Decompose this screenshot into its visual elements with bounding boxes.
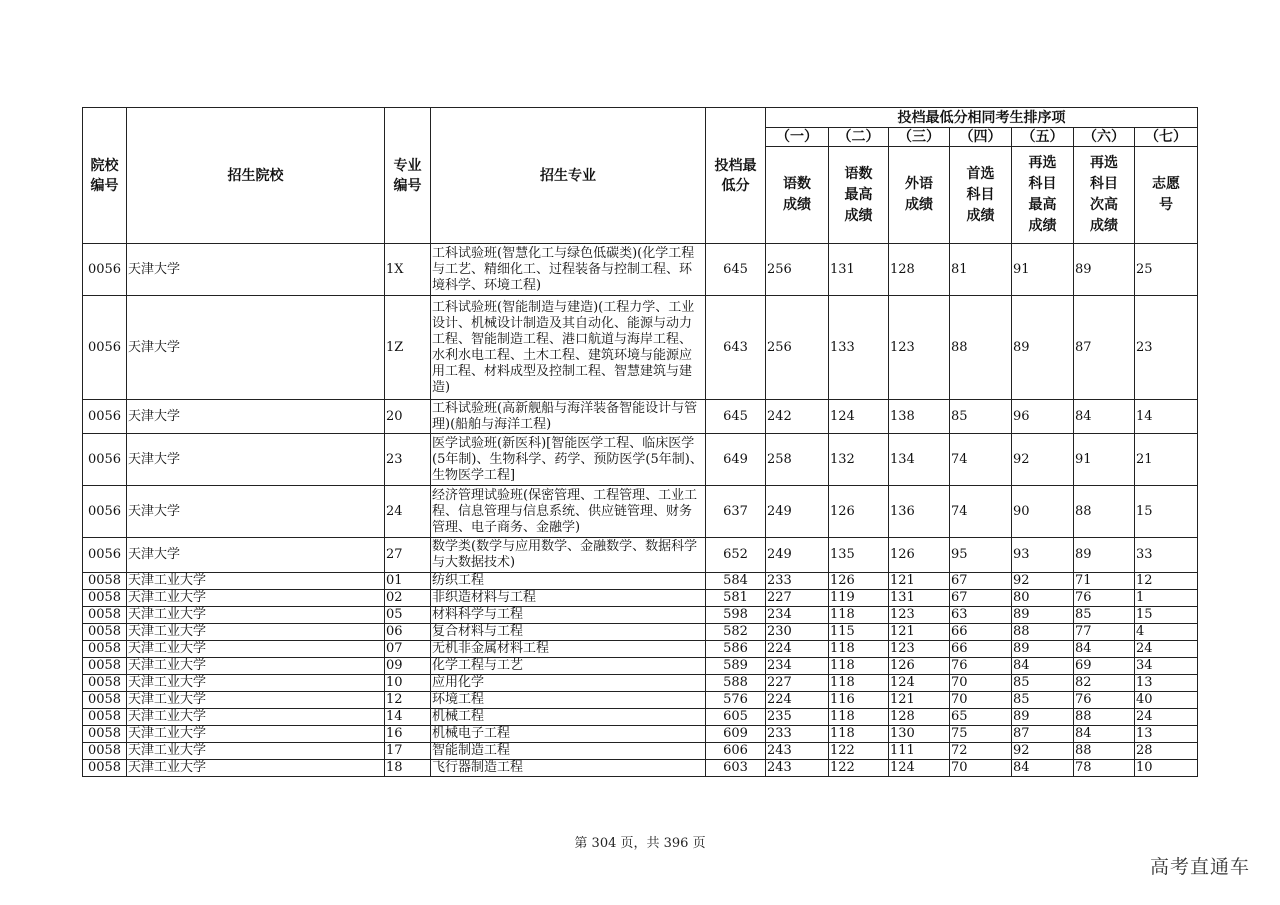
score-6-cell: 76: [1074, 692, 1135, 709]
header-major-code: 专业编号: [385, 108, 431, 244]
score-4-cell: 74: [950, 434, 1012, 486]
score-4-cell: 76: [950, 658, 1012, 675]
school-code-cell: 0056: [83, 296, 127, 400]
major-name-cell: 无机非金属材料工程: [431, 641, 706, 658]
header-min-score: 投档最低分: [706, 108, 766, 244]
watermark-text: 高考直通车: [1149, 856, 1250, 878]
min-score-cell: 605: [706, 709, 766, 726]
school-code-cell: 0058: [83, 573, 127, 590]
min-score-cell: 586: [706, 641, 766, 658]
header-tiebreak-label: 再选科目次高成绩: [1074, 147, 1135, 244]
score-3-cell: 126: [889, 538, 950, 573]
score-2-cell: 119: [829, 590, 889, 607]
table-row: [83, 726, 1198, 743]
major-code-cell: 06: [385, 624, 431, 641]
header-tiebreak-number: （一）: [766, 128, 829, 147]
score-2-cell: 131: [829, 244, 889, 296]
major-code-cell: 05: [385, 607, 431, 624]
score-6-cell: 88: [1074, 743, 1135, 760]
school-code-cell: 0058: [83, 709, 127, 726]
score-2-cell: 115: [829, 624, 889, 641]
major-code-cell: 1Z: [385, 296, 431, 400]
score-7-cell: 25: [1135, 244, 1198, 296]
header-tiebreak-label: 语数成绩: [766, 147, 829, 244]
score-4-cell: 66: [950, 641, 1012, 658]
score-3-cell: 124: [889, 760, 950, 777]
score-5-cell: 80: [1012, 590, 1074, 607]
score-1-cell: 256: [766, 244, 829, 296]
score-2-cell: 116: [829, 692, 889, 709]
score-4-cell: 70: [950, 760, 1012, 777]
score-3-cell: 130: [889, 726, 950, 743]
major-name-cell: 复合材料与工程: [431, 624, 706, 641]
score-4-cell: 70: [950, 692, 1012, 709]
score-3-cell: 123: [889, 641, 950, 658]
min-score-cell: 652: [706, 538, 766, 573]
score-3-cell: 136: [889, 486, 950, 538]
major-name-cell: 工科试验班(智能制造与建造)(工程力学、工业设计、机械设计制造及其自动化、能源与动力工程、智能制造工程、港口航道与海岸工程、水利水电工程、土木工程、建筑环境与能源应用工程、材料成型及控制工程、智慧建筑与建造): [431, 296, 706, 400]
score-2-cell: 126: [829, 486, 889, 538]
min-score-cell: 584: [706, 573, 766, 590]
min-score-cell: 588: [706, 675, 766, 692]
score-5-cell: 89: [1012, 607, 1074, 624]
score-4-cell: 95: [950, 538, 1012, 573]
table-row: [83, 434, 1198, 486]
min-score-cell: 637: [706, 486, 766, 538]
score-3-cell: 126: [889, 658, 950, 675]
score-6-cell: 88: [1074, 709, 1135, 726]
score-7-cell: 24: [1135, 641, 1198, 658]
score-5-cell: 85: [1012, 692, 1074, 709]
major-name-cell: 工科试验班(高新舰船与海洋装备智能设计与管理)(船舶与海洋工程): [431, 400, 706, 434]
school-name-cell: 天津工业大学: [127, 692, 385, 709]
table-row: [83, 624, 1198, 641]
score-6-cell: 88: [1074, 486, 1135, 538]
score-5-cell: 91: [1012, 244, 1074, 296]
school-code-cell: 0056: [83, 400, 127, 434]
school-name-cell: 天津工业大学: [127, 675, 385, 692]
table-row: [83, 400, 1198, 434]
score-7-cell: 12: [1135, 573, 1198, 590]
score-4-cell: 66: [950, 624, 1012, 641]
score-2-cell: 118: [829, 658, 889, 675]
score-7-cell: 15: [1135, 607, 1198, 624]
score-1-cell: 227: [766, 675, 829, 692]
page-number: 第 304 页，共 396 页: [574, 836, 706, 851]
score-6-cell: 84: [1074, 400, 1135, 434]
major-code-cell: 07: [385, 641, 431, 658]
school-code-cell: 0056: [83, 486, 127, 538]
score-1-cell: 258: [766, 434, 829, 486]
major-code-cell: 01: [385, 573, 431, 590]
table-row: [83, 709, 1198, 726]
score-2-cell: 132: [829, 434, 889, 486]
score-1-cell: 243: [766, 743, 829, 760]
score-6-cell: 87: [1074, 296, 1135, 400]
admission-score-table: [82, 107, 1198, 777]
score-6-cell: 89: [1074, 538, 1135, 573]
school-name-cell: 天津大学: [127, 486, 385, 538]
table-row: [83, 658, 1198, 675]
score-2-cell: 118: [829, 641, 889, 658]
major-code-cell: 16: [385, 726, 431, 743]
score-5-cell: 96: [1012, 400, 1074, 434]
major-name-cell: 机械电子工程: [431, 726, 706, 743]
major-name-cell: 医学试验班(新医科)[智能医学工程、临床医学(5年制)、生物科学、药学、预防医学(5年制)、生物医学工程]: [431, 434, 706, 486]
score-2-cell: 135: [829, 538, 889, 573]
major-name-cell: 环境工程: [431, 692, 706, 709]
score-5-cell: 88: [1012, 624, 1074, 641]
school-code-cell: 0056: [83, 244, 127, 296]
score-7-cell: 24: [1135, 709, 1198, 726]
school-code-cell: 0058: [83, 675, 127, 692]
score-1-cell: 227: [766, 590, 829, 607]
major-code-cell: 18: [385, 760, 431, 777]
score-2-cell: 118: [829, 675, 889, 692]
major-code-cell: 10: [385, 675, 431, 692]
major-code-cell: 02: [385, 590, 431, 607]
school-name-cell: 天津工业大学: [127, 743, 385, 760]
score-5-cell: 85: [1012, 675, 1074, 692]
school-code-cell: 0056: [83, 434, 127, 486]
score-7-cell: 15: [1135, 486, 1198, 538]
score-4-cell: 63: [950, 607, 1012, 624]
score-1-cell: 224: [766, 692, 829, 709]
score-3-cell: 128: [889, 244, 950, 296]
score-6-cell: 77: [1074, 624, 1135, 641]
major-code-cell: 1X: [385, 244, 431, 296]
score-6-cell: 85: [1074, 607, 1135, 624]
score-1-cell: 249: [766, 538, 829, 573]
table-row: [83, 641, 1198, 658]
score-7-cell: 34: [1135, 658, 1198, 675]
header-tiebreak-label: 志愿号: [1135, 147, 1198, 244]
min-score-cell: 645: [706, 244, 766, 296]
table-row: [83, 486, 1198, 538]
score-1-cell: 224: [766, 641, 829, 658]
score-6-cell: 89: [1074, 244, 1135, 296]
school-name-cell: 天津大学: [127, 296, 385, 400]
school-name-cell: 天津工业大学: [127, 641, 385, 658]
school-name-cell: 天津工业大学: [127, 573, 385, 590]
score-7-cell: 33: [1135, 538, 1198, 573]
score-3-cell: 111: [889, 743, 950, 760]
score-3-cell: 128: [889, 709, 950, 726]
score-1-cell: 230: [766, 624, 829, 641]
score-3-cell: 138: [889, 400, 950, 434]
major-code-cell: 09: [385, 658, 431, 675]
school-code-cell: 0058: [83, 743, 127, 760]
school-code-cell: 0058: [83, 590, 127, 607]
school-code-cell: 0058: [83, 624, 127, 641]
score-5-cell: 93: [1012, 538, 1074, 573]
school-name-cell: 天津大学: [127, 538, 385, 573]
min-score-cell: 598: [706, 607, 766, 624]
score-7-cell: 13: [1135, 675, 1198, 692]
table-row: [83, 692, 1198, 709]
table-row: [83, 573, 1198, 590]
major-name-cell: 智能制造工程: [431, 743, 706, 760]
score-7-cell: 4: [1135, 624, 1198, 641]
score-4-cell: 85: [950, 400, 1012, 434]
school-name-cell: 天津工业大学: [127, 590, 385, 607]
score-6-cell: 76: [1074, 590, 1135, 607]
score-4-cell: 74: [950, 486, 1012, 538]
score-5-cell: 92: [1012, 743, 1074, 760]
header-tiebreak-number: （四）: [950, 128, 1012, 147]
min-score-cell: 643: [706, 296, 766, 400]
major-code-cell: 27: [385, 538, 431, 573]
major-name-cell: 纺织工程: [431, 573, 706, 590]
score-5-cell: 92: [1012, 573, 1074, 590]
score-2-cell: 126: [829, 573, 889, 590]
score-5-cell: 89: [1012, 296, 1074, 400]
score-4-cell: 72: [950, 743, 1012, 760]
table-row: [83, 244, 1198, 296]
score-3-cell: 121: [889, 573, 950, 590]
min-score-cell: 603: [706, 760, 766, 777]
header-tiebreak-number: （二）: [829, 128, 889, 147]
score-6-cell: 82: [1074, 675, 1135, 692]
min-score-cell: 576: [706, 692, 766, 709]
header-tiebreak-number: （七）: [1135, 128, 1198, 147]
score-4-cell: 67: [950, 573, 1012, 590]
major-name-cell: 应用化学: [431, 675, 706, 692]
score-6-cell: 84: [1074, 726, 1135, 743]
score-2-cell: 118: [829, 709, 889, 726]
score-2-cell: 118: [829, 726, 889, 743]
major-code-cell: 17: [385, 743, 431, 760]
score-1-cell: 234: [766, 658, 829, 675]
min-score-cell: 606: [706, 743, 766, 760]
score-7-cell: 23: [1135, 296, 1198, 400]
score-2-cell: 122: [829, 743, 889, 760]
min-score-cell: 645: [706, 400, 766, 434]
score-6-cell: 78: [1074, 760, 1135, 777]
table-row: [83, 607, 1198, 624]
table-row: [83, 590, 1198, 607]
score-6-cell: 71: [1074, 573, 1135, 590]
school-name-cell: 天津工业大学: [127, 760, 385, 777]
min-score-cell: 582: [706, 624, 766, 641]
header-tiebreak-number: （六）: [1074, 128, 1135, 147]
header-tiebreak-number: （三）: [889, 128, 950, 147]
school-code-cell: 0058: [83, 641, 127, 658]
score-4-cell: 88: [950, 296, 1012, 400]
header-tiebreak-label: 语数最高成绩: [829, 147, 889, 244]
score-4-cell: 81: [950, 244, 1012, 296]
header-school-name: 招生院校: [127, 108, 385, 244]
major-name-cell: 数学类(数学与应用数学、金融数学、数据科学与大数据技术): [431, 538, 706, 573]
school-code-cell: 0058: [83, 726, 127, 743]
header-tiebreak-label: 首选科目成绩: [950, 147, 1012, 244]
major-name-cell: 经济管理试验班(保密管理、工程管理、工业工程、信息管理与信息系统、供应链管理、财务管理、电子商务、金融学): [431, 486, 706, 538]
score-2-cell: 118: [829, 607, 889, 624]
school-code-cell: 0058: [83, 658, 127, 675]
header-tiebreak-label: 再选科目最高成绩: [1012, 147, 1074, 244]
score-7-cell: 14: [1135, 400, 1198, 434]
header-tiebreak-title: 投档最低分相同考生排序项: [766, 108, 1198, 128]
score-1-cell: 233: [766, 573, 829, 590]
score-2-cell: 133: [829, 296, 889, 400]
major-code-cell: 14: [385, 709, 431, 726]
score-3-cell: 121: [889, 692, 950, 709]
score-7-cell: 1: [1135, 590, 1198, 607]
min-score-cell: 609: [706, 726, 766, 743]
score-3-cell: 123: [889, 296, 950, 400]
major-code-cell: 20: [385, 400, 431, 434]
score-1-cell: 243: [766, 760, 829, 777]
score-1-cell: 249: [766, 486, 829, 538]
school-code-cell: 0058: [83, 760, 127, 777]
score-3-cell: 131: [889, 590, 950, 607]
table-row: [83, 538, 1198, 573]
score-7-cell: 13: [1135, 726, 1198, 743]
school-name-cell: 天津工业大学: [127, 726, 385, 743]
score-5-cell: 84: [1012, 658, 1074, 675]
score-7-cell: 21: [1135, 434, 1198, 486]
score-5-cell: 87: [1012, 726, 1074, 743]
major-name-cell: 材料科学与工程: [431, 607, 706, 624]
major-name-cell: 工科试验班(智慧化工与绿色低碳类)(化学工程与工艺、精细化工、过程装备与控制工程、环境科学、环境工程): [431, 244, 706, 296]
score-4-cell: 70: [950, 675, 1012, 692]
score-7-cell: 10: [1135, 760, 1198, 777]
major-code-cell: 23: [385, 434, 431, 486]
score-4-cell: 65: [950, 709, 1012, 726]
school-code-cell: 0056: [83, 538, 127, 573]
score-2-cell: 124: [829, 400, 889, 434]
table-row: [83, 760, 1198, 777]
score-7-cell: 28: [1135, 743, 1198, 760]
score-5-cell: 89: [1012, 709, 1074, 726]
school-name-cell: 天津工业大学: [127, 607, 385, 624]
score-5-cell: 92: [1012, 434, 1074, 486]
score-5-cell: 90: [1012, 486, 1074, 538]
score-6-cell: 69: [1074, 658, 1135, 675]
score-1-cell: 256: [766, 296, 829, 400]
school-name-cell: 天津大学: [127, 400, 385, 434]
major-name-cell: 飞行器制造工程: [431, 760, 706, 777]
major-name-cell: 化学工程与工艺: [431, 658, 706, 675]
school-name-cell: 天津工业大学: [127, 624, 385, 641]
school-name-cell: 天津大学: [127, 434, 385, 486]
major-name-cell: 机械工程: [431, 709, 706, 726]
score-4-cell: 75: [950, 726, 1012, 743]
score-3-cell: 134: [889, 434, 950, 486]
score-1-cell: 234: [766, 607, 829, 624]
major-code-cell: 12: [385, 692, 431, 709]
score-1-cell: 235: [766, 709, 829, 726]
score-2-cell: 122: [829, 760, 889, 777]
major-code-cell: 24: [385, 486, 431, 538]
header-tiebreak-label: 外语成绩: [889, 147, 950, 244]
major-name-cell: 非织造材料与工程: [431, 590, 706, 607]
score-7-cell: 40: [1135, 692, 1198, 709]
school-name-cell: 天津工业大学: [127, 709, 385, 726]
score-4-cell: 67: [950, 590, 1012, 607]
score-6-cell: 91: [1074, 434, 1135, 486]
school-code-cell: 0058: [83, 607, 127, 624]
score-5-cell: 84: [1012, 760, 1074, 777]
school-name-cell: 天津工业大学: [127, 658, 385, 675]
score-5-cell: 89: [1012, 641, 1074, 658]
score-3-cell: 124: [889, 675, 950, 692]
score-1-cell: 233: [766, 726, 829, 743]
min-score-cell: 581: [706, 590, 766, 607]
header-school-code: 院校编号: [83, 108, 127, 244]
min-score-cell: 589: [706, 658, 766, 675]
table-row: [83, 296, 1198, 400]
school-code-cell: 0058: [83, 692, 127, 709]
score-6-cell: 84: [1074, 641, 1135, 658]
min-score-cell: 649: [706, 434, 766, 486]
school-name-cell: 天津大学: [127, 244, 385, 296]
header-tiebreak-number: （五）: [1012, 128, 1074, 147]
table-row: [83, 675, 1198, 692]
table-row: [83, 743, 1198, 760]
score-3-cell: 121: [889, 624, 950, 641]
header-major-name: 招生专业: [431, 108, 706, 244]
score-3-cell: 123: [889, 607, 950, 624]
score-1-cell: 242: [766, 400, 829, 434]
